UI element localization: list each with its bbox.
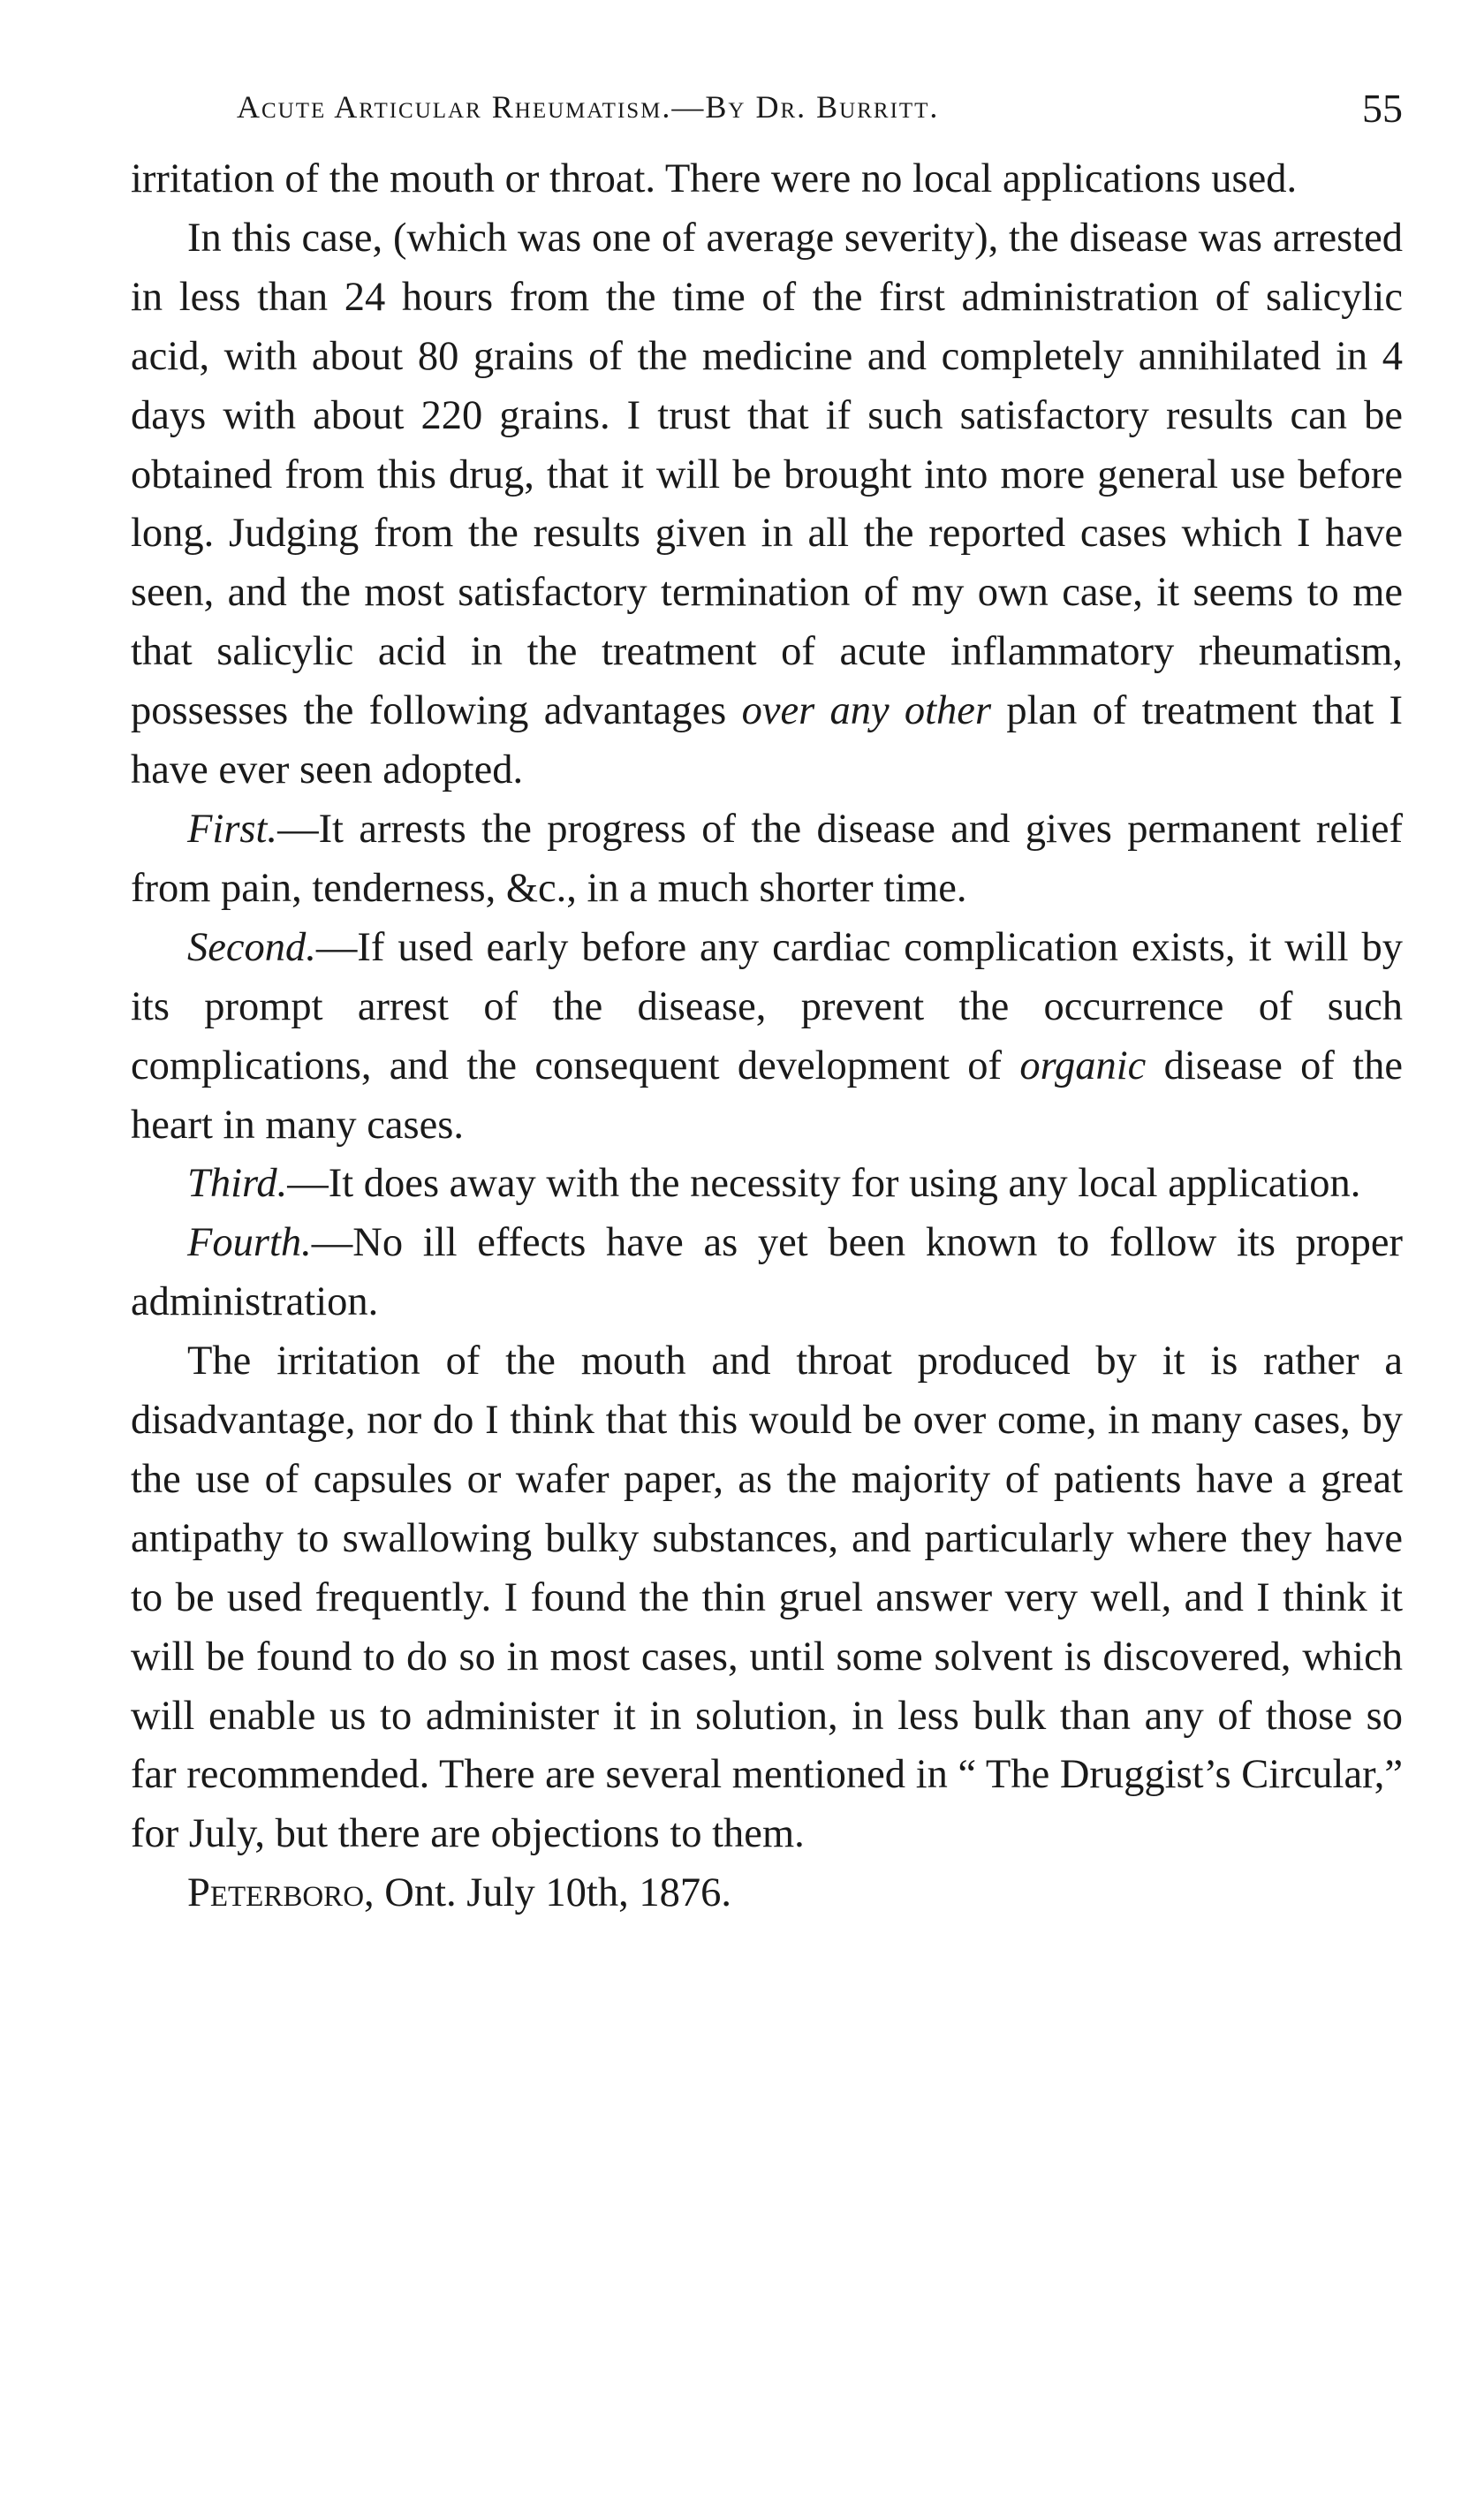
paragraph-text-tail: plan of treatment that I have ever seen adopted. <box>131 688 1404 793</box>
advantage-label: Third. <box>187 1161 288 1207</box>
advantage-text: —It does away with the necessity for using any local application. <box>287 1161 1361 1207</box>
advantage-text: —It arrests the progress of the disease and gives permanent relief from pain, tenderness, &c., in a much shorter time. <box>131 806 1403 911</box>
advantage-second <box>131 919 1403 1156</box>
advantage-label: Fourth. <box>187 1220 312 1266</box>
dateline <box>131 1864 1403 1923</box>
advantage-first <box>131 800 1403 919</box>
document-page <box>131 88 1403 2474</box>
paragraph-text: In this case, (which was one of average severity), the disease was arrested in less than 24 hours from the time of the first administration of salicylic acid, with about 80 grains of the medicine and completely annihilated in 4 days with about 220 grains. I trust that if such satisfactory results can be obtained from this drug, that it will be brought into more general use before long. Judging from the results given in all the reported cases which I have seen, and the most satisfactory termination of my own case, it seems to me that salicylic acid in the treatment of acute inflammatory rheumatism, possesses the following advantages <box>131 215 1403 734</box>
article-body <box>131 150 1403 1923</box>
page-number: 55 <box>1362 86 1403 131</box>
dateline-place: Peterboro, <box>187 1870 375 1916</box>
running-head: Acute Articular Rheumatism.—By Dr. Burritt. <box>237 89 940 125</box>
advantage-text-tail: disease of the heart in many cases. <box>131 1043 1404 1148</box>
advantage-text: —No ill effects have as yet been known to follow its proper administration. <box>131 1220 1403 1325</box>
advantage-fourth <box>131 1214 1403 1332</box>
advantage-text: —If used early before any cardiac complication exists, it will by its prompt arrest of the disease, prevent the occurrence of such complications, and the consequent development of <box>131 924 1403 1088</box>
paragraph-continuation: irritation of the mouth or throat. There were no local applications used. <box>131 156 1298 201</box>
page-header <box>131 88 1403 150</box>
advantage-third <box>131 1155 1403 1214</box>
emphasis-text: over any other <box>741 688 992 734</box>
advantage-label: First. <box>187 806 278 852</box>
dateline-date: Ont. July 10th, 1876. <box>384 1870 731 1916</box>
paragraph-closing: The irritation of the mouth and throat produced by it is rather a disadvantage, nor do I think that this would be over come, in many cases, by the use of capsules or wafer paper, as the majority of patients have a great antipathy to swallowing bulky substances, and particularly where they have to be used frequently. I found the thin gruel answer very well, and I think it will be found to do so in most cases, until some solvent is discovered, which will enable us to administer it in solution, in less bulk than any of those so far recommended. There are several mentioned in “ The Druggist’s Circular,” for July, but there are objections to them. <box>131 1339 1403 1857</box>
advantage-label: Second. <box>187 924 316 970</box>
emphasis-text: organic <box>1019 1043 1147 1088</box>
paragraph-case-summary <box>131 209 1403 800</box>
